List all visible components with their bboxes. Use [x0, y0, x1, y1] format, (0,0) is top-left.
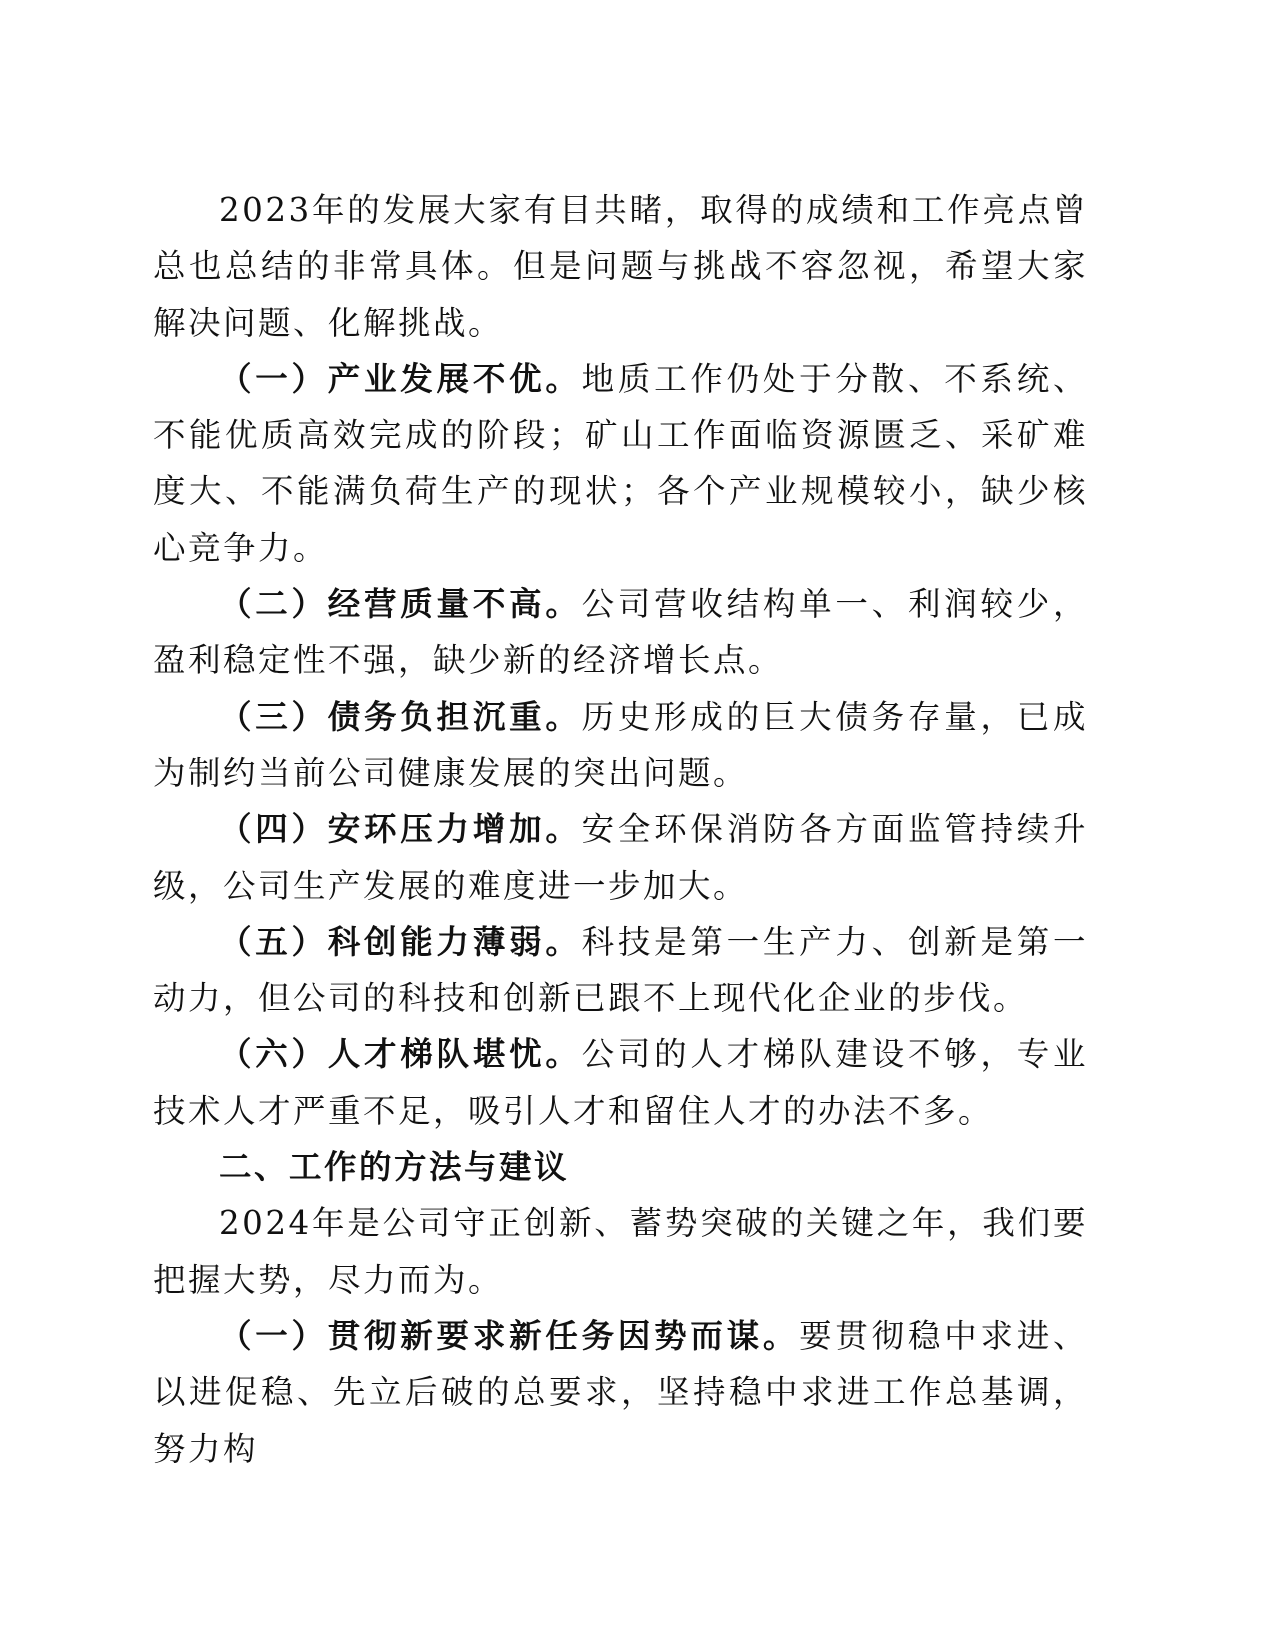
- problem-item-6: [153, 1026, 1088, 1139]
- problem-title: （二）经营质量不高。: [219, 585, 582, 624]
- problem-body: 公司的人才梯队建设不够，专业技术人才严重不足，吸引人才和留住人才的办法不多。: [153, 1035, 1088, 1130]
- problem-body: 安全环保消防各方面监管持续升级，公司生产发展的难度进一步加大。: [153, 810, 1088, 905]
- problem-title: （四）安环压力增加。: [219, 810, 582, 849]
- problem-item-4: [153, 801, 1088, 914]
- problem-body: 公司营收结构单一、利润较少，盈利稳定性不强，缺少新的经济增长点。: [153, 585, 1088, 680]
- problem-item-3: [153, 689, 1088, 802]
- problem-item-2: [153, 576, 1088, 689]
- problem-title: （五）科创能力薄弱。: [219, 922, 582, 961]
- problem-title: （六）人才梯队堪忧。: [219, 1035, 582, 1074]
- suggestion-title: （一）贯彻新要求新任务因势而谋。: [219, 1316, 800, 1355]
- problem-title: （三）债务负担沉重。: [219, 697, 582, 736]
- problem-item-5: [153, 914, 1088, 1027]
- intro-paragraph: 2023年的发展大家有目共睹，取得的成绩和工作亮点曾总也总结的非常具体。但是问题与挑战不容忽视，希望大家解决问题、化解挑战。: [153, 191, 1088, 342]
- document-body: [153, 182, 1088, 1477]
- section-heading: 二、工作的方法与建议: [219, 1148, 570, 1187]
- problem-title: （一）产业发展不优。: [219, 359, 582, 398]
- suggestion-body: 要贯彻稳中求进、以进促稳、先立后破的总要求，坚持稳中求进工作总基调，努力构: [153, 1316, 1088, 1468]
- section-intro-paragraph: 2024年是公司守正创新、蓄势突破的关键之年，我们要把握大势，尽力而为。: [153, 1204, 1088, 1299]
- problem-item-1: [153, 351, 1088, 576]
- problem-body: 科技是第一生产力、创新是第一动力，但公司的科技和创新已跟不上现代化企业的步伐。: [153, 922, 1088, 1018]
- problem-body: 地质工作仍处于分散、不系统、不能优质高效完成的阶段；矿山工作面临资源匮乏、采矿难度大、不能满负荷生产的现状；各个产业规模较小，缺少核心竞争力。: [153, 359, 1088, 567]
- suggestion-item-1: [153, 1308, 1088, 1477]
- problem-body: 历史形成的巨大债务存量，已成为制约当前公司健康发展的突出问题。: [153, 697, 1088, 792]
